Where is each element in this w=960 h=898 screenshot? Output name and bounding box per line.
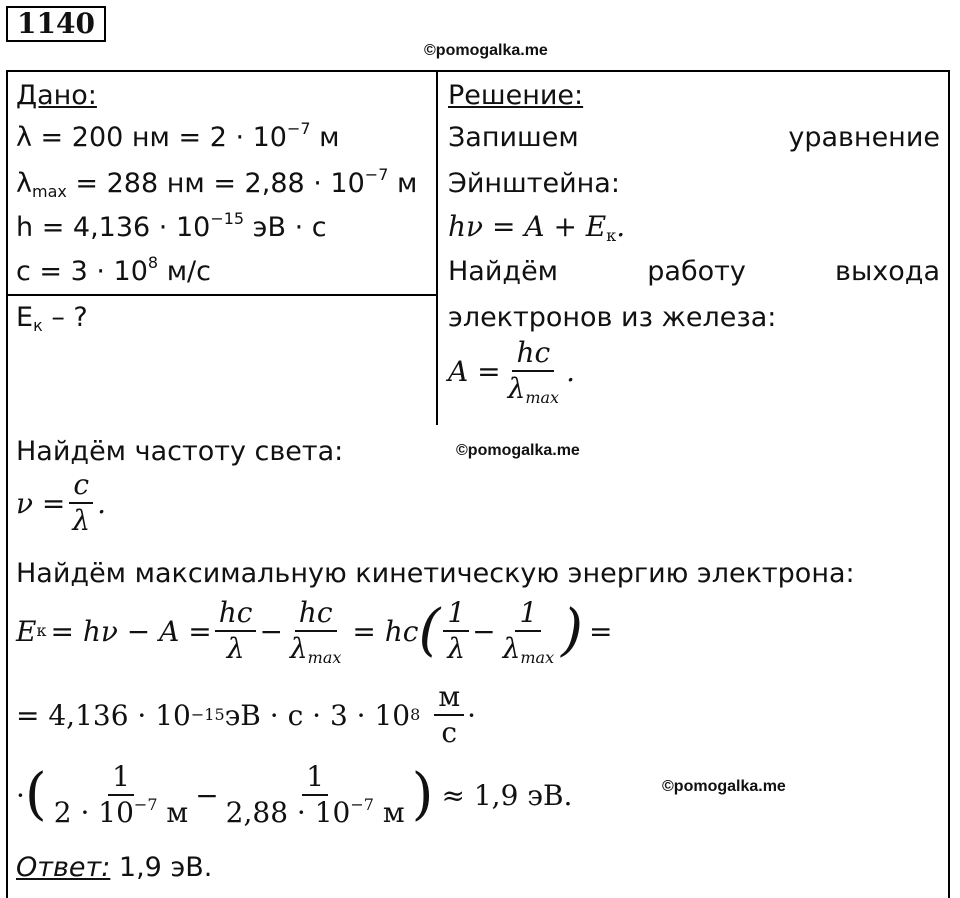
fraction-hc-lambda: $\frac{hc}{\lambda}$ — [215, 598, 257, 664]
energy-text: Найдём максимальную кинетическую энергию электрона: — [16, 558, 855, 589]
given-find: $Е_к$ – ? — [16, 302, 88, 335]
fraction-hc-lambda-max: $\frac{hc}{\lambda_{max}}$ — [507, 336, 560, 407]
fraction-one-over-2e-7: $\frac{1}{2 \cdot 10^{-7} м}$ — [53, 760, 189, 829]
given-light-speed: $c = 3 \cdot 10^8$ м/с — [16, 253, 212, 287]
fraction-one-lambda-max: $\frac{1}{\lambda_{max}}$ — [502, 596, 555, 667]
solution-title: Решение: — [448, 80, 584, 111]
left-paren: ( — [418, 598, 441, 663]
left-paren-2: ( — [24, 762, 47, 827]
fraction-one-over-288e-7: $\frac{1}{2,88 \cdot 10^{-7} м}$ — [225, 760, 405, 829]
given-planck: $h = 4,136 \cdot 10^{-15}$ эВ · с — [16, 209, 327, 243]
frequency-text: Найдём частоту света: — [16, 436, 344, 467]
frame-right-line — [948, 70, 950, 898]
right-paren: ) — [561, 598, 583, 663]
watermark-bottom: ©pomogalka.me — [662, 778, 786, 795]
answer-value: 1,9 эВ. — [110, 852, 213, 883]
fraction-c-lambda: $\frac{c}{\lambda}$ — [68, 470, 94, 536]
frame-left-line — [6, 294, 8, 898]
calculation-line-2: · ( $\frac{1}{2 \cdot 10^{-7} м}$ − $\frac{1}{2,88 \cdot 10^{-7} м}$ ) ≈ 1,9 эВ. — [16, 760, 573, 829]
given-lambda-max: $\lambda_{max} = 288$ нм = $2,88 \cdot 10^{-7}$ м — [16, 165, 418, 201]
answer-label: Ответ: — [16, 852, 111, 883]
solution-line-3: Найдём работу выхода — [448, 256, 940, 287]
given-title: Дано: — [16, 80, 97, 111]
answer — [16, 852, 212, 884]
given-wavelength: λ = 200 нм = $2 \cdot 10^{-7}$ м — [16, 119, 340, 153]
right-paren-2: ) — [411, 762, 434, 827]
calculation-line-1: = 4,136 · 10 −15 эВ · с · 3 · 10 8 $\frac{м}{с}$ · — [16, 680, 476, 749]
energy-formula: E к = hν − A = $\frac{hc}{\lambda}$ − $\frac{hc}{\lambda_{max}}$ = hc ( $\frac{1}{\lambda}$ − $\frac{1}{\lambda_{max}}$ ) = — [16, 596, 613, 667]
fraction-hc-lambda-max-2: $\frac{hc}{\lambda_{max}}$ — [289, 596, 342, 667]
watermark-middle: ©pomogalka.me — [456, 442, 580, 459]
solution-line-1: Запишем уравнение — [448, 122, 940, 153]
einstein-equation: $h\nu = A + E_к$. — [448, 210, 626, 245]
problem-number: 1140 — [6, 6, 106, 42]
watermark-top: ©pomogalka.me — [424, 42, 548, 59]
solution-line-2: Эйнштейна: — [448, 168, 620, 199]
work-function-formula: A = $\frac{hc}{\lambda_{max}}$ . — [448, 336, 575, 407]
frame-top-line — [436, 70, 950, 72]
frequency-formula: ν = $\frac{c}{\lambda}$ . — [16, 468, 107, 537]
fraction-one-lambda: $\frac{1}{\lambda}$ — [443, 598, 469, 664]
solution-line-4: электронов из железа: — [448, 302, 777, 333]
frame-divider — [436, 70, 438, 425]
fraction-unit-m-s: $\frac{м}{с}$ — [434, 682, 464, 748]
